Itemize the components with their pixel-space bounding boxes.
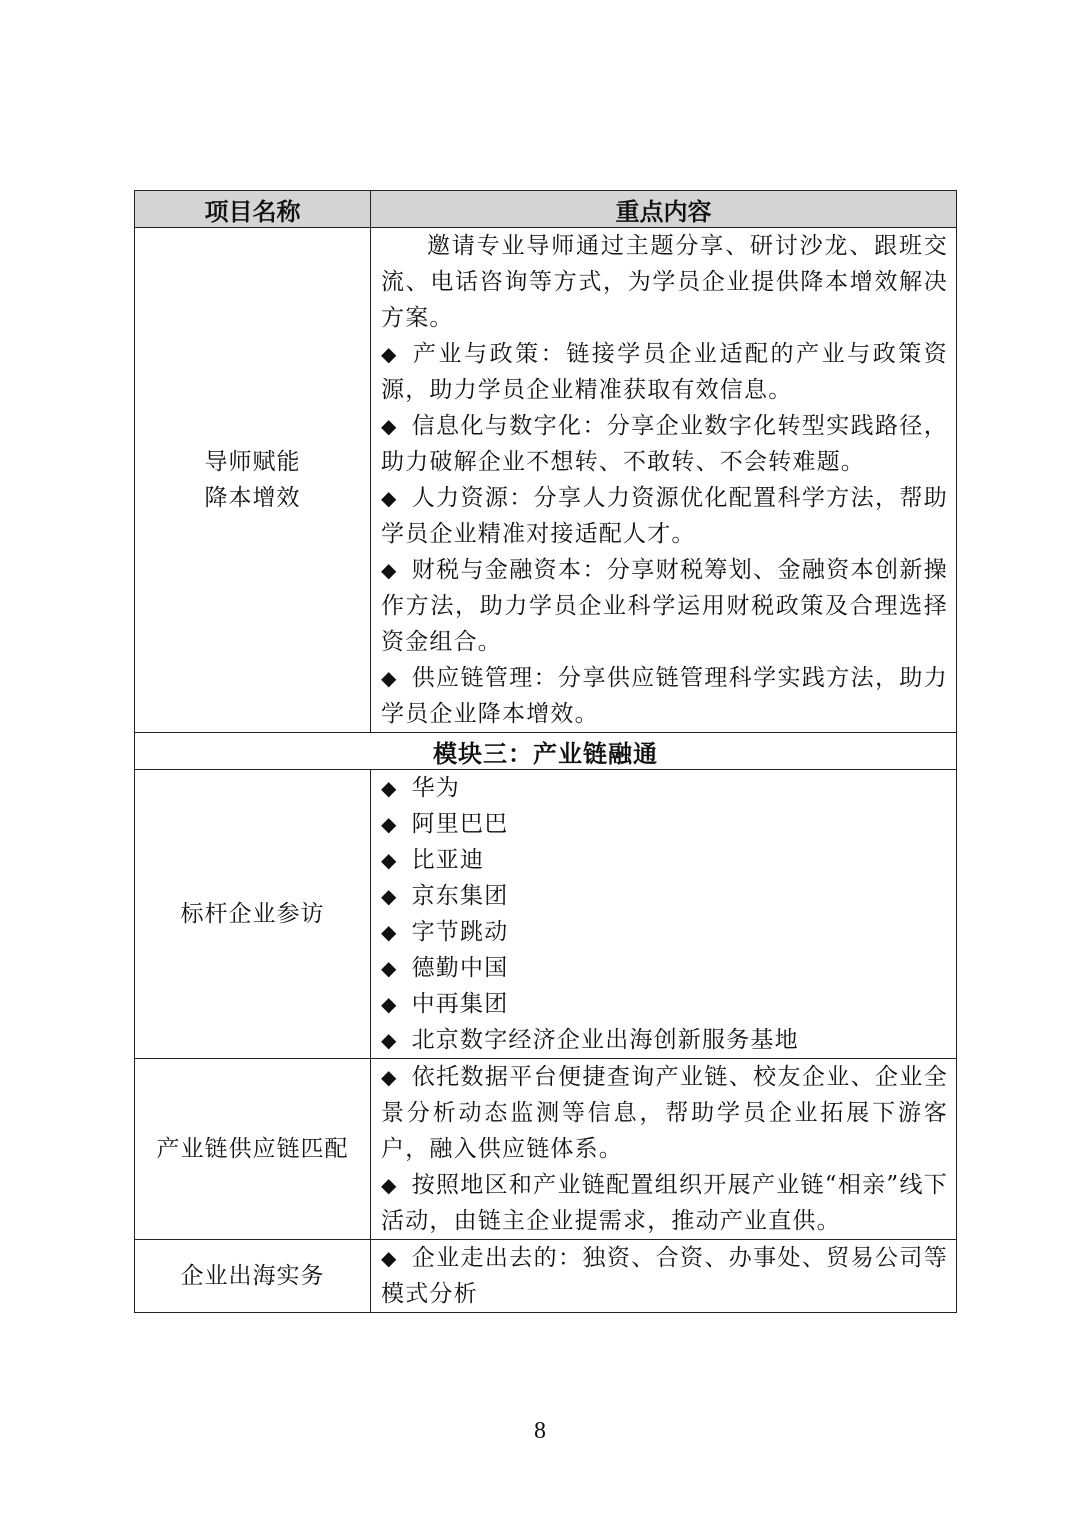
bullet-text: 中再集团 — [411, 991, 509, 1017]
header-project-name: 项目名称 — [135, 191, 371, 228]
bullet-text: 京东集团 — [411, 883, 509, 909]
row-content-cell — [371, 1240, 957, 1313]
section-title: 模块三：产业链融通 — [135, 733, 957, 770]
table-row — [135, 770, 957, 1059]
bullet-text: 产业与政策：链接学员企业适配的产业与政策资源，助力学员企业精准获取有效信息。 — [381, 341, 948, 403]
bullet-item — [381, 1059, 948, 1167]
section-row — [135, 733, 957, 770]
bullet-text: 字节跳动 — [411, 919, 509, 945]
bullet-text: 企业走出去的：独资、合资、办事处、贸易公司等模式分析 — [381, 1245, 948, 1307]
diamond-bullet-icon: ◆ — [381, 1028, 398, 1052]
row-name-line: 降本增效 — [204, 485, 301, 511]
diamond-bullet-icon: ◆ — [381, 558, 398, 582]
row-name-cell: 产业链供应链匹配 — [135, 1059, 371, 1240]
page-number: 8 — [534, 1418, 546, 1444]
row-content-cell — [371, 1059, 957, 1240]
bullet-item — [381, 878, 948, 914]
diamond-bullet-icon: ◆ — [381, 1065, 398, 1089]
bullet-text: 北京数字经济企业出海创新服务基地 — [411, 1027, 799, 1053]
row-content-cell — [371, 770, 957, 1059]
bullet-text: 供应链管理：分享供应链管理科学实践方法，助力学员企业降本增效。 — [381, 665, 948, 727]
bullet-item — [381, 336, 948, 408]
row-content-cell — [371, 228, 957, 733]
table-row — [135, 1059, 957, 1240]
bullet-item — [381, 914, 948, 950]
bullet-text: 财税与金融资本：分享财税筹划、金融资本创新操作方法，助力学员企业科学运用财税政策及合理选择资金组合。 — [381, 557, 948, 655]
bullet-text: 比亚迪 — [411, 847, 485, 873]
bullet-text: 信息化与数字化：分享企业数字化转型实践路径，助力破解企业不想转、不敢转、不会转难题。 — [381, 413, 948, 475]
bullet-text: 德勤中国 — [411, 955, 509, 981]
table-row — [135, 228, 957, 733]
bullet-text: 人力资源：分享人力资源优化配置科学方法，帮助学员企业精准对接适配人才。 — [381, 485, 948, 547]
row-name-cell: 标杆企业参访 — [135, 770, 371, 1059]
bullet-text: 按照地区和产业链配置组织开展产业链“相亲”线下活动，由链主企业提需求，推动产业直供。 — [381, 1172, 948, 1234]
row-name-line: 导师赋能 — [204, 449, 301, 475]
diamond-bullet-icon: ◆ — [381, 1173, 398, 1197]
diamond-bullet-icon: ◆ — [381, 1246, 398, 1270]
content-table — [134, 190, 957, 1313]
bullet-item — [381, 1167, 948, 1239]
bullet-text: 阿里巴巴 — [411, 811, 509, 837]
diamond-bullet-icon: ◆ — [381, 666, 398, 690]
intro-paragraph: 邀请专业导师通过主题分享、研讨沙龙、跟班交流、电话咨询等方式，为学员企业提供降本增效解决方案。 — [381, 233, 948, 331]
diamond-bullet-icon: ◆ — [381, 992, 398, 1016]
diamond-bullet-icon: ◆ — [381, 848, 398, 872]
bullet-item — [381, 1022, 948, 1058]
diamond-bullet-icon: ◆ — [381, 812, 398, 836]
diamond-bullet-icon: ◆ — [381, 884, 398, 908]
bullet-text: 华为 — [411, 775, 460, 801]
diamond-bullet-icon: ◆ — [381, 920, 398, 944]
diamond-bullet-icon: ◆ — [381, 486, 398, 510]
row-name-cell — [135, 228, 371, 733]
bullet-item — [381, 552, 948, 660]
bullet-item — [381, 408, 948, 480]
header-key-content: 重点内容 — [371, 191, 957, 228]
diamond-bullet-icon: ◆ — [381, 956, 398, 980]
row-name-cell: 企业出海实务 — [135, 1240, 371, 1313]
bullet-item — [381, 660, 948, 732]
bullet-item — [381, 842, 948, 878]
bullet-item — [381, 1240, 948, 1312]
bullet-item — [381, 806, 948, 842]
bullet-text: 依托数据平台便捷查询产业链、校友企业、企业全景分析动态监测等信息，帮助学员企业拓展下游客户，融入供应链体系。 — [381, 1064, 948, 1162]
bullet-item — [381, 480, 948, 552]
bullet-item — [381, 950, 948, 986]
diamond-bullet-icon: ◆ — [381, 342, 399, 366]
diamond-bullet-icon: ◆ — [381, 414, 398, 438]
diamond-bullet-icon: ◆ — [381, 776, 398, 800]
bullet-item — [381, 770, 948, 806]
table-header-row — [135, 191, 957, 228]
table-row — [135, 1240, 957, 1313]
bullet-item — [381, 986, 948, 1022]
